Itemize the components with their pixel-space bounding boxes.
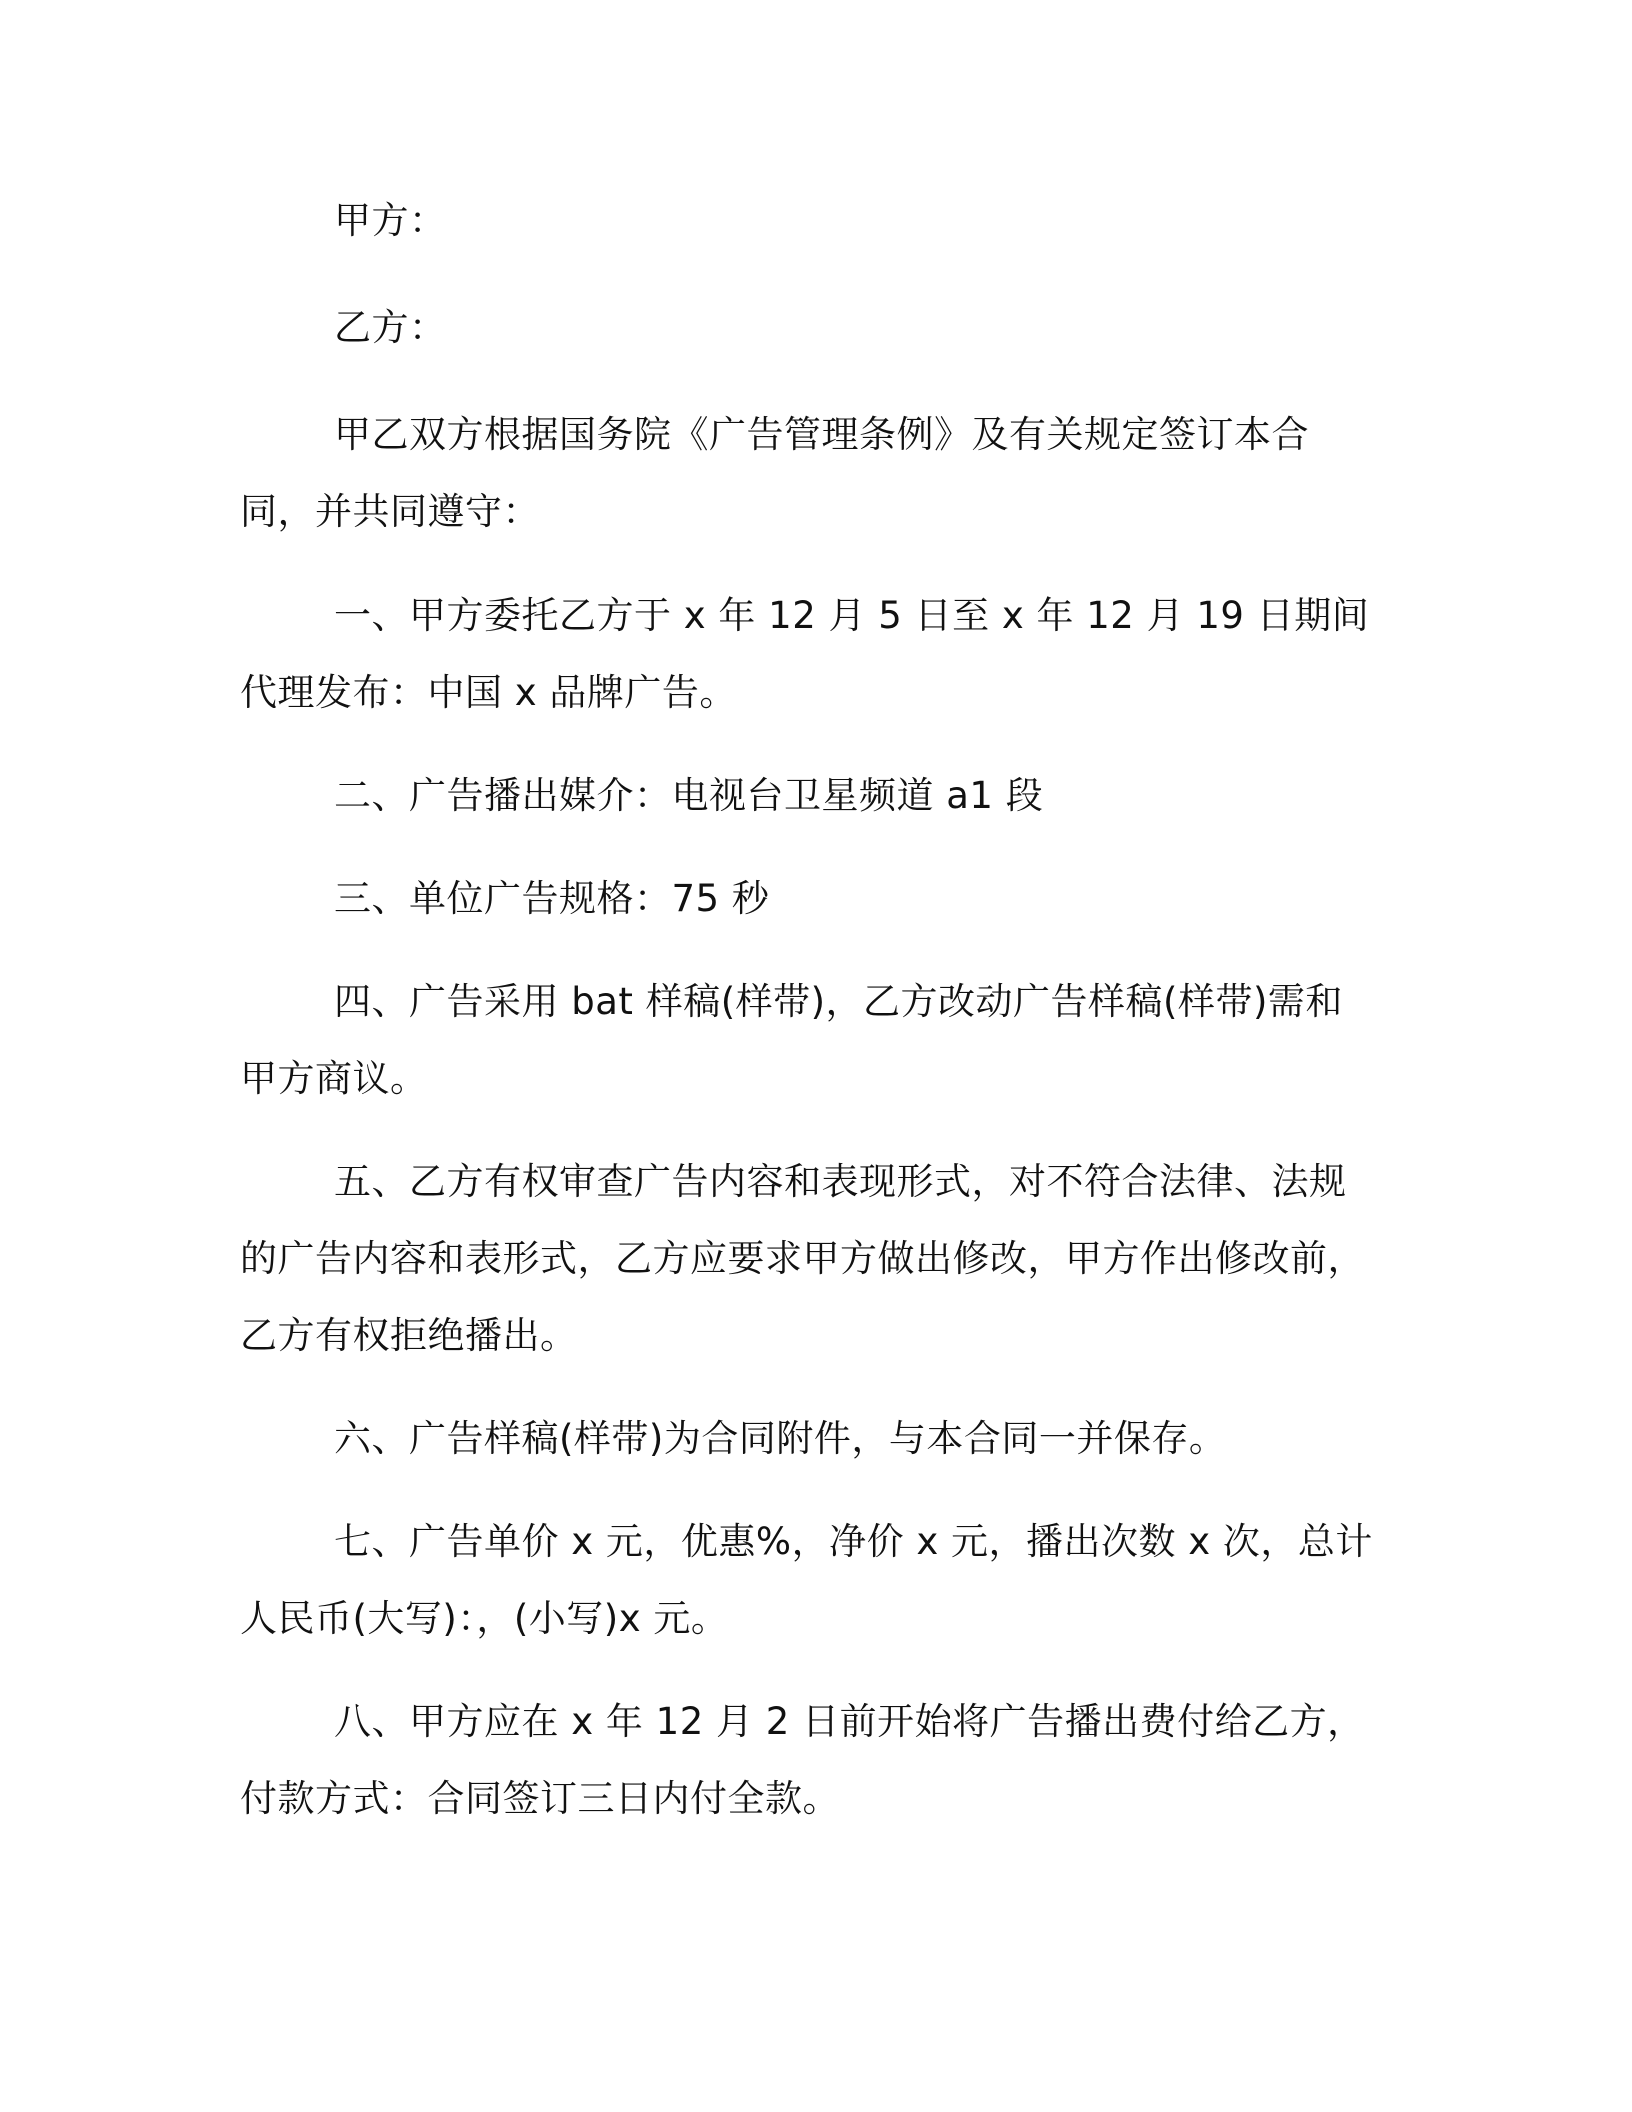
clause-3: 三、单位广告规格：75 秒 [334, 877, 770, 920]
clause-4: 四、广告采用 bat 样稿(样带)，乙方改动广告样稿(样带)需和甲方商议。 [240, 980, 1343, 1100]
contract-document [240, 182, 1380, 1837]
clause-8: 八、甲方应在 x 年 12 月 2 日前开始将广告播出费付给乙方，付款方式：合同签订三日内付全款。 [240, 1700, 1365, 1820]
contract-intro: 甲乙双方根据国务院《广告管理条例》及有关规定签订本合同，并共同遵守： [240, 413, 1309, 533]
party-b-line: 乙方： [334, 306, 447, 349]
clause-7: 七、广告单价 x 元，优惠%，净价 x 元，播出次数 x 次，总计人民币(大写)：，(小写)x 元。 [240, 1520, 1373, 1640]
party-a-line: 甲方： [334, 199, 447, 242]
clause-6: 六、广告样稿(样带)为合同附件，与本合同一并保存。 [334, 1417, 1227, 1460]
clause-1: 一、甲方委托乙方于 x 年 12 月 5 日至 x 年 12 月 19 日期间代理发布：中国 x 品牌广告。 [240, 594, 1370, 714]
clause-2: 二、广告播出媒介：电视台卫星频道 a1 段 [334, 774, 1044, 817]
clause-5: 五、乙方有权审查广告内容和表现形式，对不符合法律、法规的广告内容和表形式，乙方应要求甲方做出修改，甲方作出修改前，乙方有权拒绝播出。 [240, 1160, 1365, 1357]
